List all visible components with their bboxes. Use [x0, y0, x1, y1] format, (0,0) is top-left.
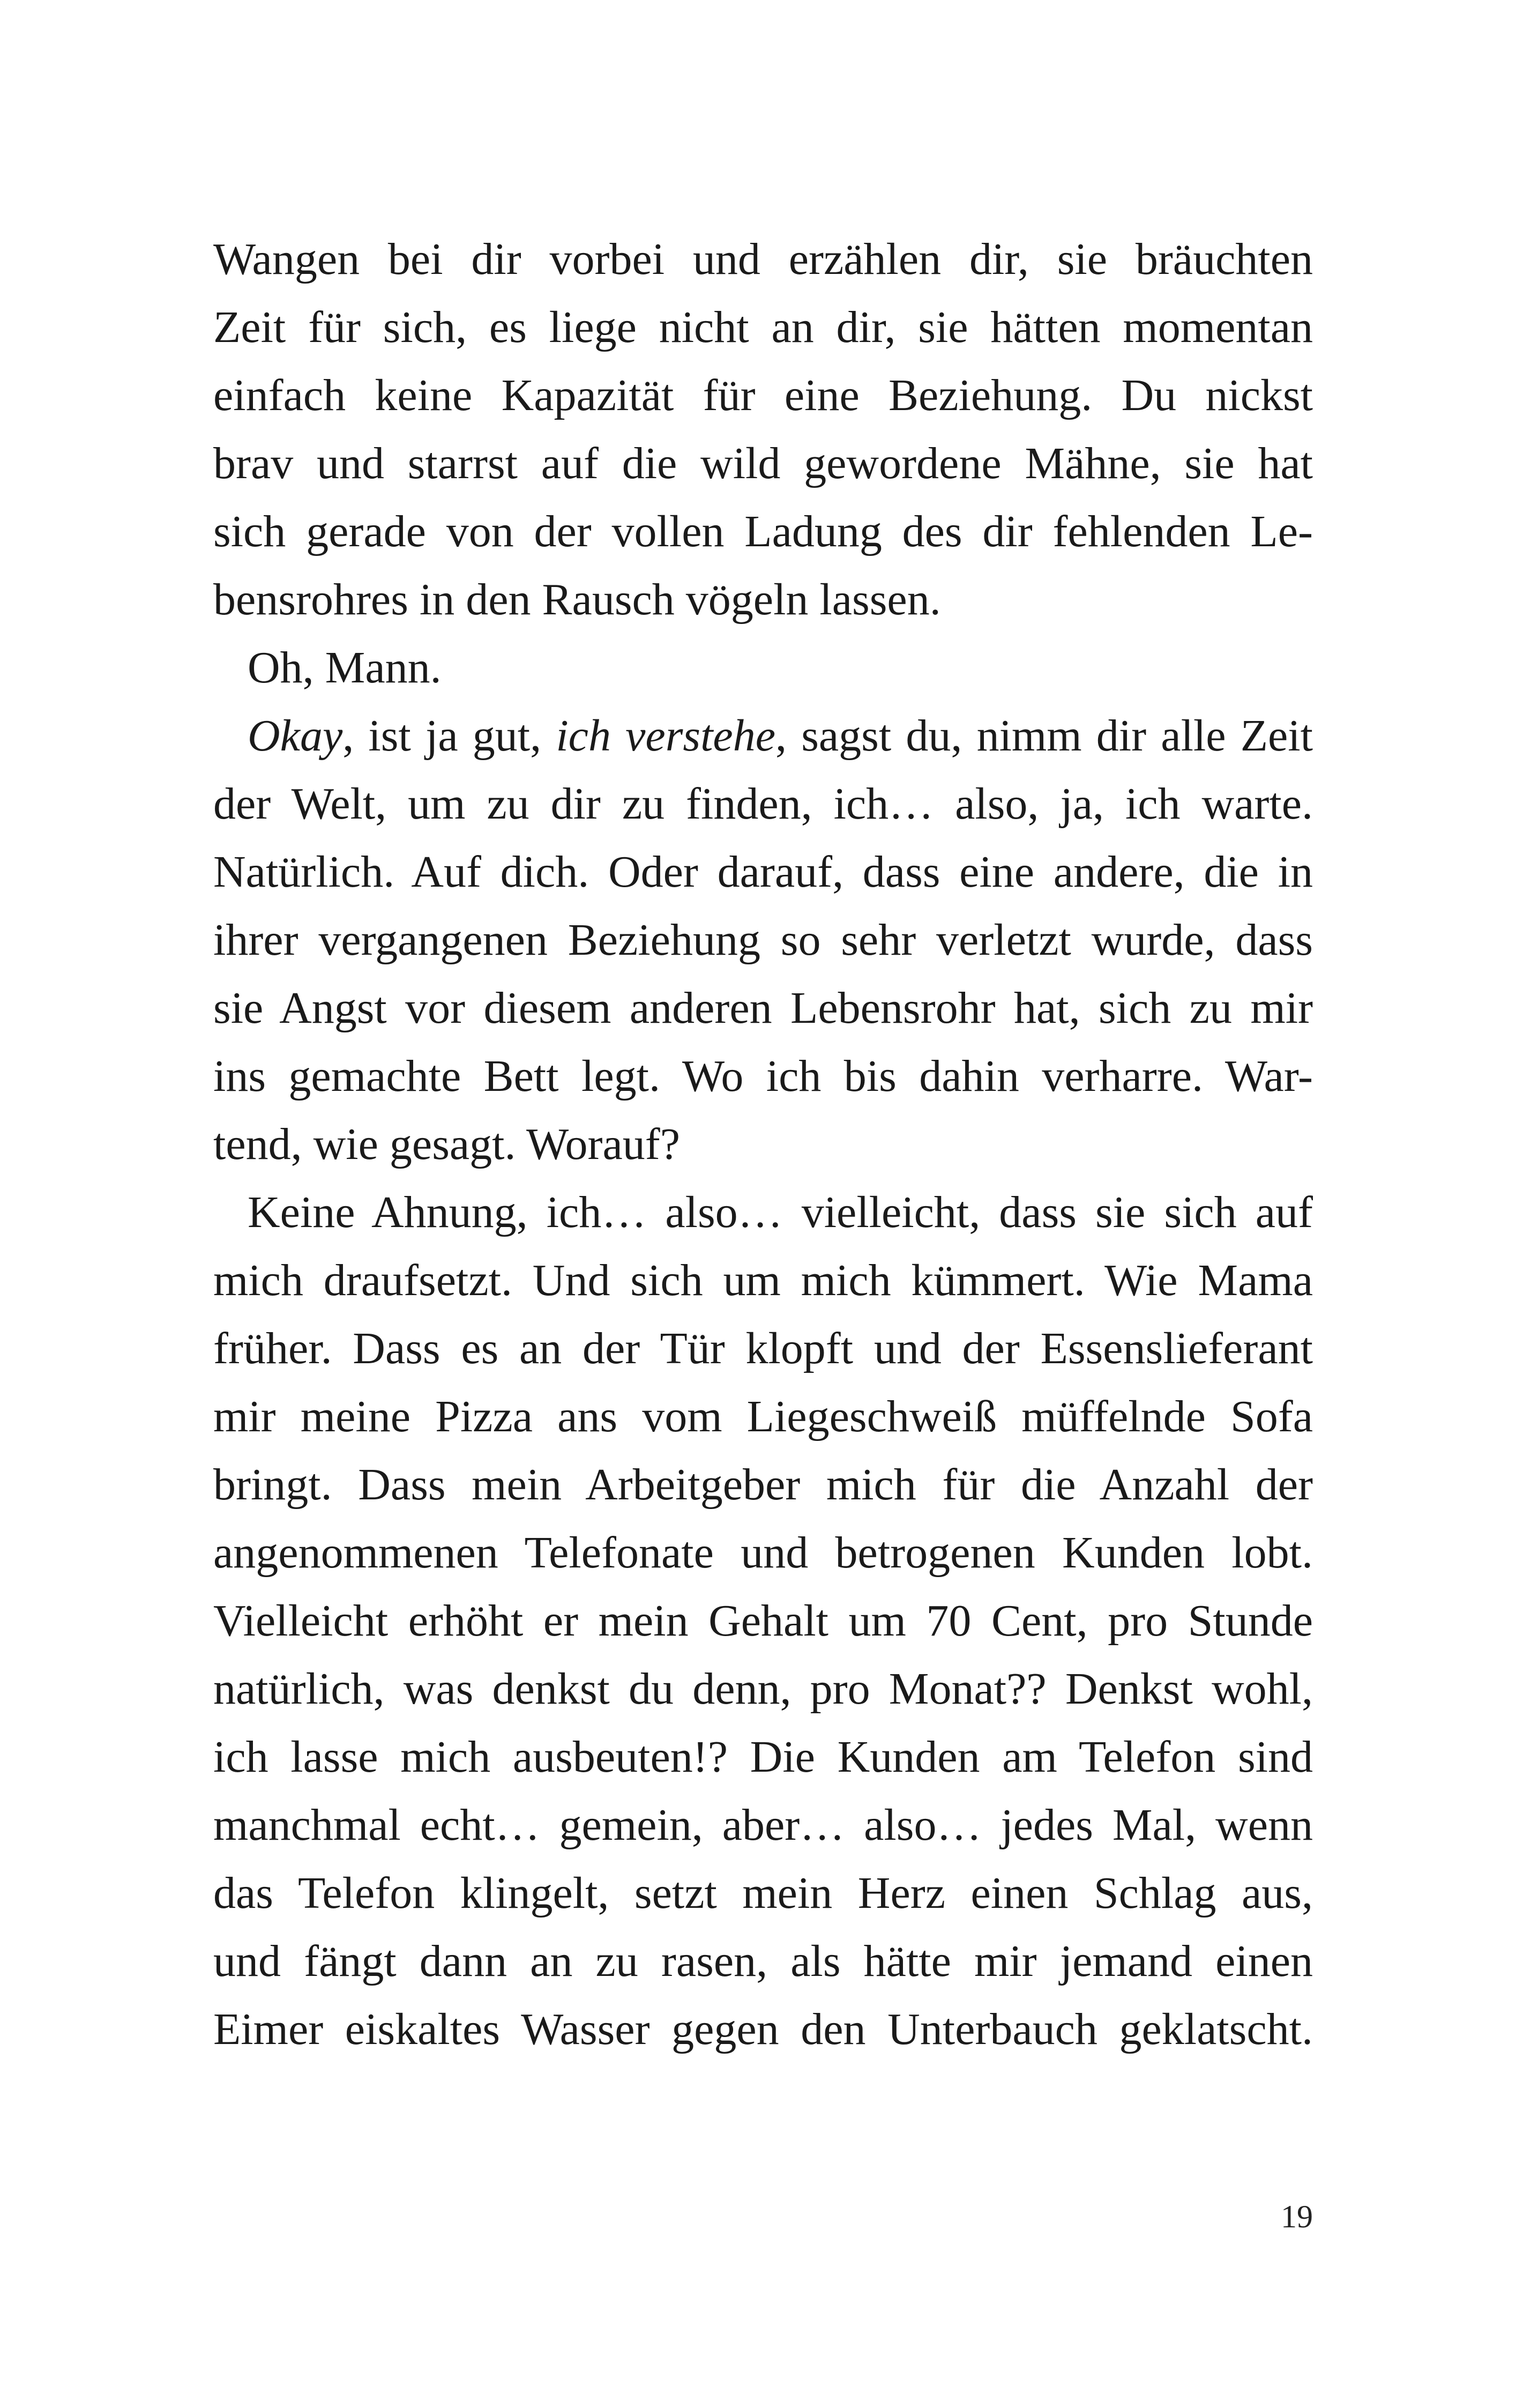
text-span: früher. Dass es an der Tür klopft und der Essenslieferant — [213, 1324, 1313, 1373]
text-span: einfach keine Kapazität für eine Beziehung. Du nickst — [213, 370, 1313, 420]
text-line — [213, 1791, 1313, 1859]
text-line — [213, 1519, 1313, 1587]
text-span: ins gemachte Bett legt. Wo ich bis dahin verharre. War- — [213, 1051, 1313, 1101]
body-text — [213, 225, 1313, 2063]
text-line — [213, 1927, 1313, 1995]
text-span: natürlich, was denkst du denn, pro Monat?? Denkst wohl, — [213, 1664, 1313, 1714]
text-span: das Telefon klingelt, setzt mein Herz einen Schlag aus, — [213, 1868, 1313, 1918]
text-span: Eimer eiskaltes Wasser gegen den Unterbauch geklatscht. — [213, 2004, 1313, 2054]
text-span: Vielleicht erhöht er mein Gehalt um 70 Cent, pro Stunde — [213, 1596, 1313, 1646]
text-span: Wangen bei dir vorbei und erzählen dir, sie bräuchten — [213, 234, 1313, 284]
text-line — [213, 1451, 1313, 1519]
text-span: bensrohres in den Rausch vögeln lassen. — [213, 575, 941, 625]
text-line — [213, 770, 1313, 838]
text-line — [213, 1314, 1313, 1383]
italic-text: Okay — [248, 711, 343, 761]
text-line — [213, 497, 1313, 566]
text-span: mir meine Pizza ans vom Liegeschweiß müffelnde Sofa — [213, 1392, 1313, 1441]
text-line — [213, 1723, 1313, 1791]
text-line — [213, 225, 1313, 293]
text-span: tend, wie gesagt. Worauf? — [213, 1119, 681, 1169]
text-line — [213, 906, 1313, 974]
text-line — [213, 1042, 1313, 1110]
text-line — [213, 1178, 1313, 1246]
text-span: , sagst du, nimm dir alle Zeit — [775, 711, 1313, 761]
text-span: mich draufsetzt. Und sich um mich kümmert. Wie Mama — [213, 1255, 1313, 1305]
page-number: 19 — [1281, 2199, 1313, 2234]
text-span: ich lasse mich ausbeuten!? Die Kunden am Telefon sind — [213, 1732, 1313, 1782]
text-line — [213, 1383, 1313, 1451]
text-line — [213, 1655, 1313, 1723]
text-line — [213, 838, 1313, 906]
text-span: der Welt, um zu dir zu finden, ich… also, ja, ich warte. — [213, 779, 1313, 829]
text-line — [213, 566, 1313, 634]
text-line — [213, 702, 1313, 770]
text-line — [213, 1995, 1313, 2063]
text-span: bringt. Dass mein Arbeitgeber mich für die Anzahl der — [213, 1460, 1313, 1510]
text-span: sich gerade von der vollen Ladung des dir fehlenden Le- — [213, 507, 1313, 556]
text-line — [213, 293, 1313, 361]
text-line — [213, 1246, 1313, 1314]
text-span: ihrer vergangenen Beziehung so sehr verletzt wurde, dass — [213, 915, 1313, 965]
text-span: sie Angst vor diesem anderen Lebensrohr hat, sich zu mir — [213, 983, 1313, 1033]
text-span: Keine Ahnung, ich… also… vielleicht, dass sie sich auf — [248, 1187, 1313, 1237]
text-span: Zeit für sich, es liege nicht an dir, sie hätten momentan — [213, 302, 1313, 352]
text-line — [213, 1859, 1313, 1927]
text-line — [213, 1110, 1313, 1178]
text-span: Natürlich. Auf dich. Oder darauf, dass eine andere, die in — [213, 847, 1313, 897]
text-line — [213, 1587, 1313, 1655]
text-span: brav und starrst auf die wild gewordene Mähne, sie hat — [213, 439, 1313, 488]
text-line — [213, 634, 1313, 702]
text-span: angenommenen Telefonate und betrogenen Kunden lobt. — [213, 1528, 1313, 1578]
italic-text: ich verstehe — [556, 711, 775, 761]
text-line — [213, 974, 1313, 1042]
text-span: Oh, Mann. — [248, 643, 442, 693]
text-line — [213, 429, 1313, 497]
text-span: , ist ja gut, — [342, 711, 556, 761]
text-line — [213, 361, 1313, 429]
text-span: manchmal echt… gemein, aber… also… jedes Mal, wenn — [213, 1800, 1313, 1850]
text-span: und fängt dann an zu rasen, als hätte mir jemand einen — [213, 1936, 1313, 1986]
